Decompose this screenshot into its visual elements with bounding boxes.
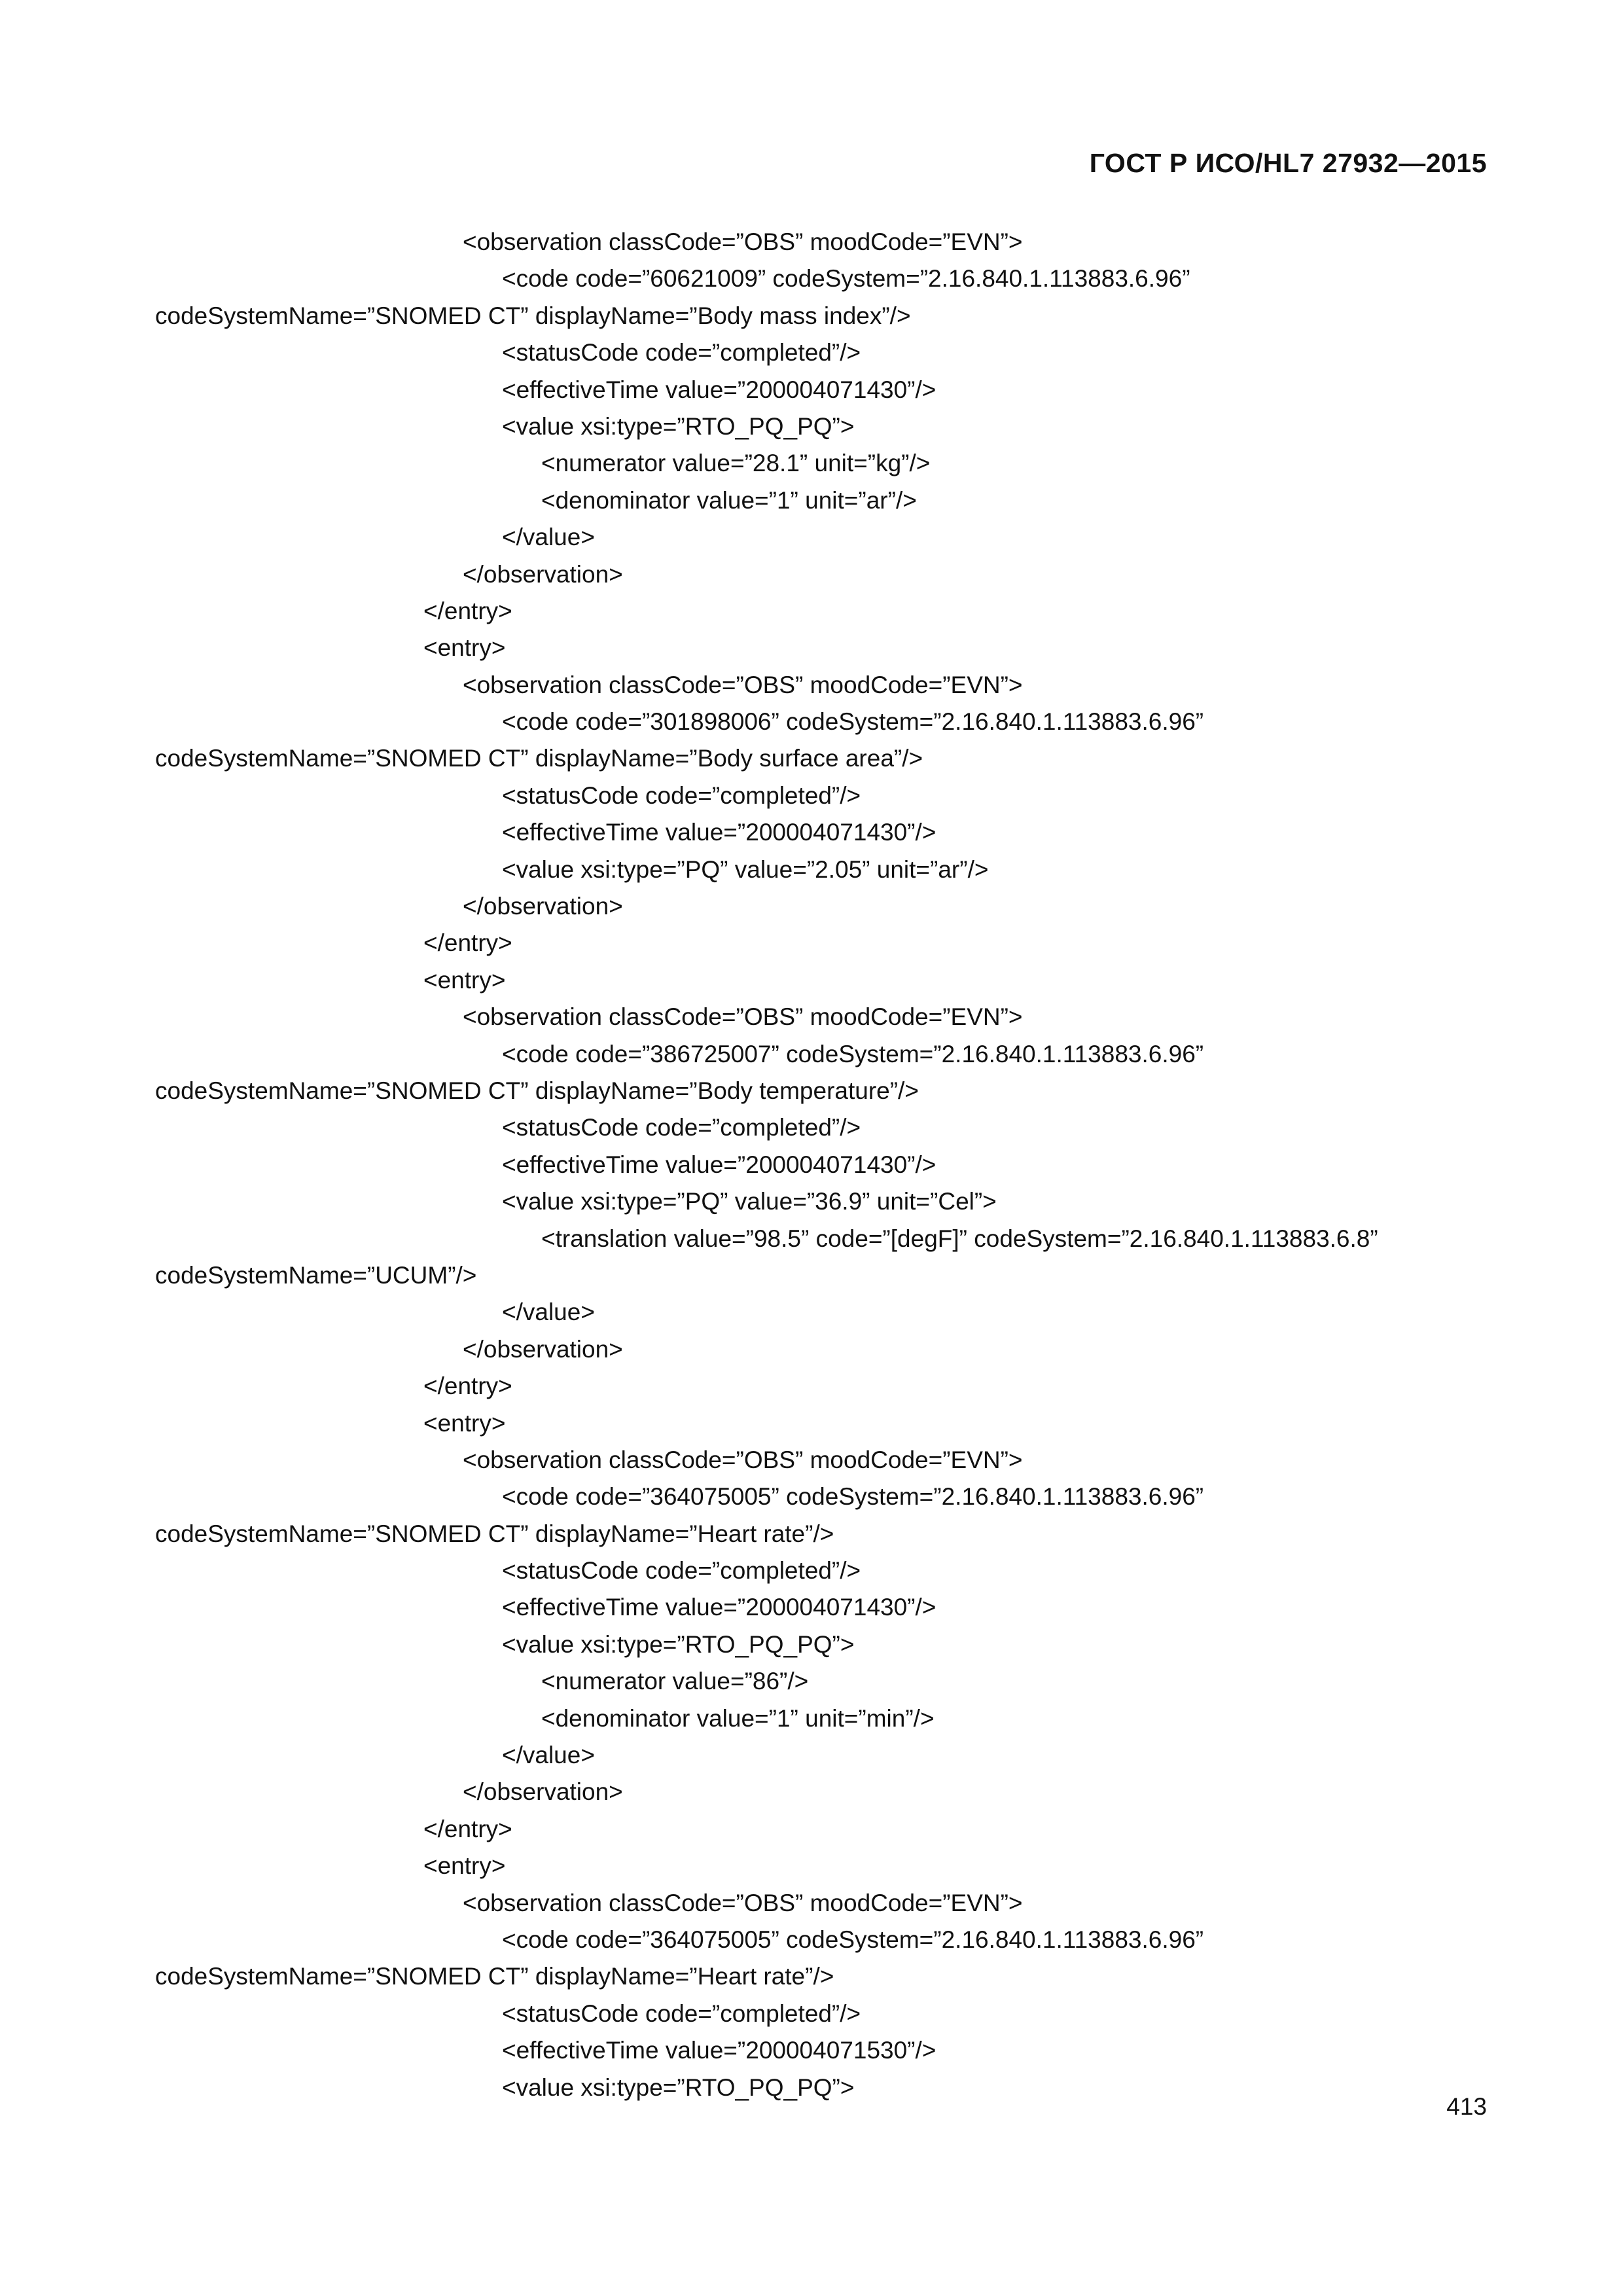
- listing-line: <code code=”60621009” codeSystem=”2.16.840.1.113883.6.96”: [502, 265, 1190, 293]
- listing-line: </value>: [502, 1299, 595, 1326]
- listing-line: </observation>: [463, 560, 623, 588]
- listing-line: </entry>: [423, 1815, 512, 1842]
- listing-line: </observation>: [463, 1778, 623, 1806]
- xml-listing: [155, 224, 1487, 2106]
- listing-line: <denominator value=”1” unit=”ar”/>: [541, 486, 917, 514]
- listing-line: <code code=”364075005” codeSystem=”2.16.840.1.113883.6.96”: [502, 1483, 1204, 1511]
- listing-line: <translation value=”98.5” code=”[degF]” codeSystem=”2.16.840.1.113883.6.8”: [541, 1225, 1378, 1252]
- listing-line: <value xsi:type=”RTO_PQ_PQ”>: [502, 1630, 855, 1658]
- listing-line: codeSystemName=”UCUM”/>: [155, 1261, 477, 1289]
- listing-line: </entry>: [423, 929, 512, 957]
- listing-line: </observation>: [463, 1335, 623, 1363]
- listing-line: <entry>: [423, 634, 506, 662]
- listing-line: <numerator value=”28.1” unit=”kg”/>: [541, 450, 931, 477]
- listing-line: <observation classCode=”OBS” moodCode=”EVN”>: [463, 1889, 1023, 1916]
- listing-line: </entry>: [423, 1372, 512, 1400]
- listing-line: <entry>: [423, 1409, 506, 1437]
- listing-line: <entry>: [423, 966, 506, 994]
- listing-line: <observation classCode=”OBS” moodCode=”EVN”>: [463, 1003, 1023, 1031]
- listing-line: <statusCode code=”completed”/>: [502, 2000, 861, 2027]
- listing-line: <effectiveTime value=”200004071430”/>: [502, 1151, 936, 1178]
- listing-line: codeSystemName=”SNOMED CT” displayName=”Heart rate”/>: [155, 1520, 834, 1547]
- listing-line: <statusCode code=”completed”/>: [502, 781, 861, 809]
- listing-line: <effectiveTime value=”200004071530”/>: [502, 2037, 936, 2064]
- listing-line: <value xsi:type=”RTO_PQ_PQ”>: [502, 2073, 855, 2101]
- listing-line: </value>: [502, 524, 595, 551]
- listing-line: </observation>: [463, 893, 623, 920]
- listing-line: <observation classCode=”OBS” moodCode=”EVN”>: [463, 228, 1023, 255]
- listing-line: codeSystemName=”SNOMED CT” displayName=”Body surface area”/>: [155, 745, 923, 772]
- listing-line: <statusCode code=”completed”/>: [502, 1557, 861, 1585]
- listing-line: <denominator value=”1” unit=”min”/>: [541, 1704, 935, 1732]
- document-header-title: ГОСТ Р ИСО/HL7 27932—2015: [1089, 148, 1487, 178]
- listing-line: <value xsi:type=”RTO_PQ_PQ”>: [502, 412, 855, 440]
- listing-line: <statusCode code=”completed”/>: [502, 1114, 861, 1141]
- listing-line: <statusCode code=”completed”/>: [502, 339, 861, 367]
- listing-line: <value xsi:type=”PQ” value=”2.05” unit=”ar”/>: [502, 855, 989, 883]
- listing-line: <observation classCode=”OBS” moodCode=”EVN”>: [463, 1446, 1023, 1473]
- listing-line: <effectiveTime value=”200004071430”/>: [502, 376, 936, 403]
- listing-line: codeSystemName=”SNOMED CT” displayName=”Heart rate”/>: [155, 1963, 834, 1990]
- listing-line: </entry>: [423, 597, 512, 624]
- listing-line: <code code=”301898006” codeSystem=”2.16.840.1.113883.6.96”: [502, 708, 1204, 736]
- listing-line: <observation classCode=”OBS” moodCode=”EVN”>: [463, 671, 1023, 698]
- page-number: 413: [1446, 2093, 1487, 2120]
- listing-line: <code code=”386725007” codeSystem=”2.16.840.1.113883.6.96”: [502, 1040, 1204, 1067]
- listing-line: <effectiveTime value=”200004071430”/>: [502, 819, 936, 846]
- listing-line: codeSystemName=”SNOMED CT” displayName=”Body temperature”/>: [155, 1077, 919, 1104]
- listing-line: <entry>: [423, 1852, 506, 1880]
- listing-line: codeSystemName=”SNOMED CT” displayName=”Body mass index”/>: [155, 302, 911, 329]
- listing-line: <value xsi:type=”PQ” value=”36.9” unit=”Cel”>: [502, 1188, 997, 1215]
- listing-line: </value>: [502, 1742, 595, 1769]
- listing-line: <numerator value=”86”/>: [541, 1668, 809, 1695]
- listing-line: <code code=”364075005” codeSystem=”2.16.840.1.113883.6.96”: [502, 1926, 1204, 1953]
- listing-line: <effectiveTime value=”200004071430”/>: [502, 1594, 936, 1621]
